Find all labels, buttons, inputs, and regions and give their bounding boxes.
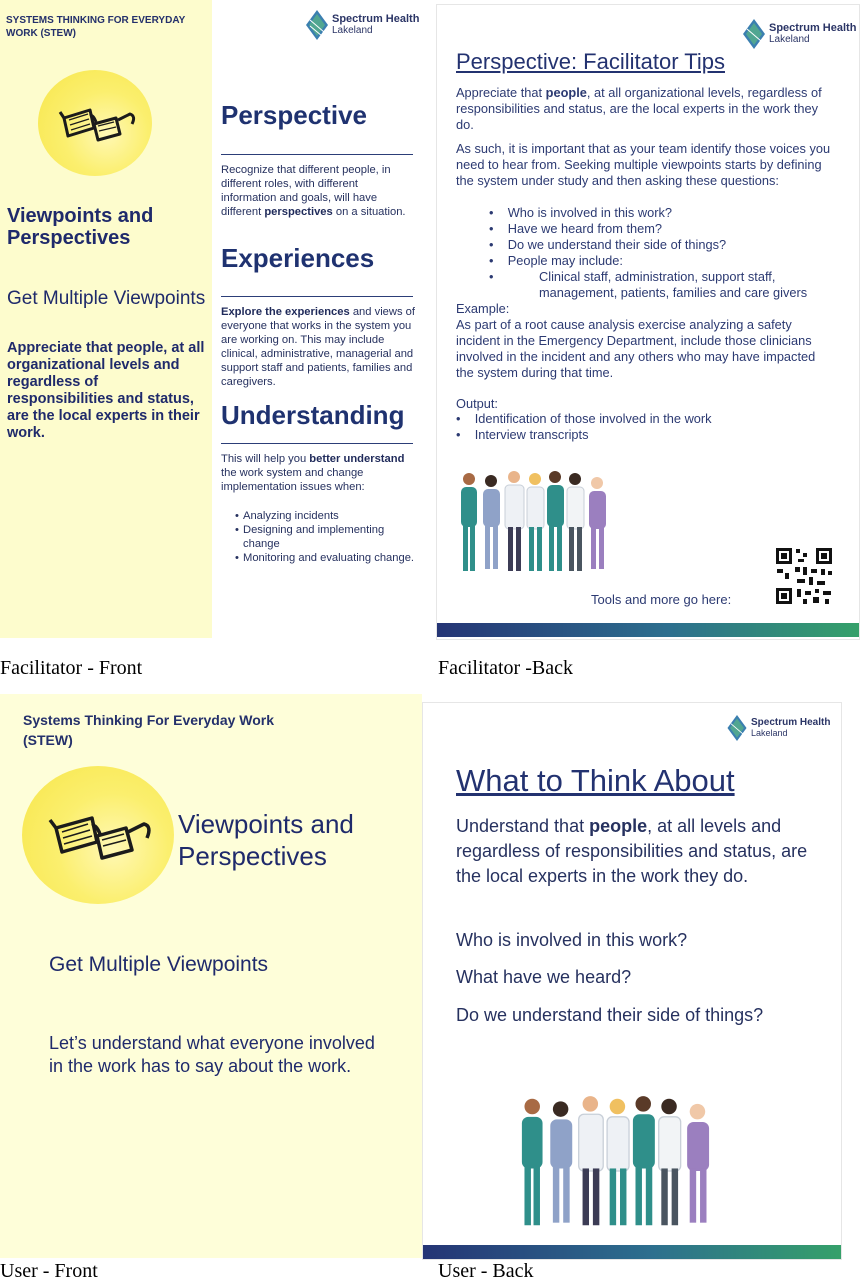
divider [221,296,413,297]
heading-perspective: Perspective [221,100,367,130]
facilitator-front-cover [0,0,212,638]
output-list [456,411,836,443]
spectrum-logo-icon [306,10,328,40]
logo-sub: Lakeland [751,728,788,738]
card-subtitle: Get Multiple Viewpoints [7,288,206,309]
question-3: Do we understand their side of things? [456,1005,764,1025]
perspective-text: Recognize that different people, in different roles, with different information and goals, will have different perspectives on a situation. [221,164,406,218]
org-title: Systems Thinking For Everyday Work (STEW) [23,712,275,748]
understanding-text: This will help you better understand the work system and change implementation issues when: [221,453,405,493]
spectrum-health-logo [306,10,419,40]
example-text: As part of a root cause analysis exercise analyzing a safety incident in the Emergency Department, include those clinicians involved in the incident and any others who may have impacted the system during that time. [456,317,816,380]
heading-understanding: Understanding [221,400,405,430]
caption-facilitator-front: Facilitator - Front [0,657,143,679]
understanding-bullets [221,509,415,565]
card-body: Let’s understand what everyone involved in the work has to say about the work. [49,1033,375,1076]
list-item: • Have we heard from them? [489,221,663,236]
list-item: • Do we understand their side of things? [489,237,727,252]
question-1: Who is involved in this work? [456,930,688,950]
experiences-text: Explore the experiences and views of everyone that works in the system you are working on. This may include clinical, administrative, managerial and support staff and patients, families and caregivers. [221,306,416,388]
heading-experiences: Experiences [221,243,375,273]
spectrum-health-logo [743,19,856,49]
org-title: SYSTEMS THINKING FOR EVERYDAY WORK (STEW) [6,15,186,39]
tips-paragraph-2: As such, it is important that as your team identify those voices you need to hear from. Seeking multiple viewpoints starts by defining the system under study and then asking these questions: [456,141,831,188]
question-list [489,205,829,269]
people-icon [522,1096,709,1225]
footer-gradient-bar [423,1245,841,1259]
glasses-badge [38,70,152,176]
people-include-text: Clinical staff, administration, support staff, management, patients, families and care givers [539,269,808,300]
caption-user-back: User - Back [438,1260,534,1282]
card-title: Viewpoints and Perspectives [178,809,354,871]
people-icon [461,471,606,571]
card-body: Appreciate that people, at all organizational levels and regardless of responsibilities and status, are the local experts in their work. [7,340,205,441]
tools-text: Tools and more go here: [591,592,732,607]
list-item: • Analyzing incidents [235,509,415,523]
list-item: • Monitoring and evaluating change. [235,551,415,565]
facilitator-back [436,4,860,640]
footer-gradient-bar [437,623,859,637]
3d-glasses-icon [22,766,174,904]
question-2: What have we heard? [456,967,632,987]
divider [221,443,413,444]
bullet-mark: • [489,269,494,284]
spectrum-logo-icon [727,715,747,741]
user-back [422,702,842,1260]
list-item: • Who is involved in this work? [489,205,672,220]
card-title: Viewpoints and Perspectives [7,205,154,249]
output-label: Output: [456,396,498,411]
tips-paragraph-1: Appreciate that people, at all organizational levels, regardless of responsibilities and status, are the local experts in the work they do. [456,85,822,132]
user-front [0,694,422,1258]
what-to-think-title: What to Think About [456,763,735,798]
facilitator-tips-title: Perspective: Facilitator Tips [456,49,725,74]
list-item: • Interview transcripts [456,427,589,442]
card-subtitle: Get Multiple Viewpoints [49,953,269,976]
logo-sub: Lakeland [769,34,810,45]
list-item: • People may include: [489,253,623,268]
caption-user-front: User - Front [0,1260,98,1282]
logo-name: Spectrum Health [332,13,420,25]
spectrum-logo-icon [743,19,765,49]
glasses-badge [22,766,174,904]
list-item: • Designing and implementing change [235,523,415,551]
logo-name: Spectrum Health [769,22,857,34]
healthcare-team-illustration [457,467,617,577]
3d-glasses-icon [38,70,152,176]
facilitator-front-info [212,0,426,638]
qr-code-icon[interactable] [773,545,835,607]
logo-name: Spectrum Health [751,717,831,728]
spectrum-health-logo [727,715,830,741]
example-label: Example: [456,301,510,316]
caption-facilitator-back: Facilitator -Back [438,657,573,679]
healthcare-team-illustration [515,1091,725,1233]
logo-sub: Lakeland [332,25,373,36]
think-paragraph: Understand that people, at all levels and regardless of responsibilities and status, are the local experts in the work they do. [456,816,808,886]
divider [221,154,413,155]
list-item: • Identification of those involved in the work [456,411,712,426]
